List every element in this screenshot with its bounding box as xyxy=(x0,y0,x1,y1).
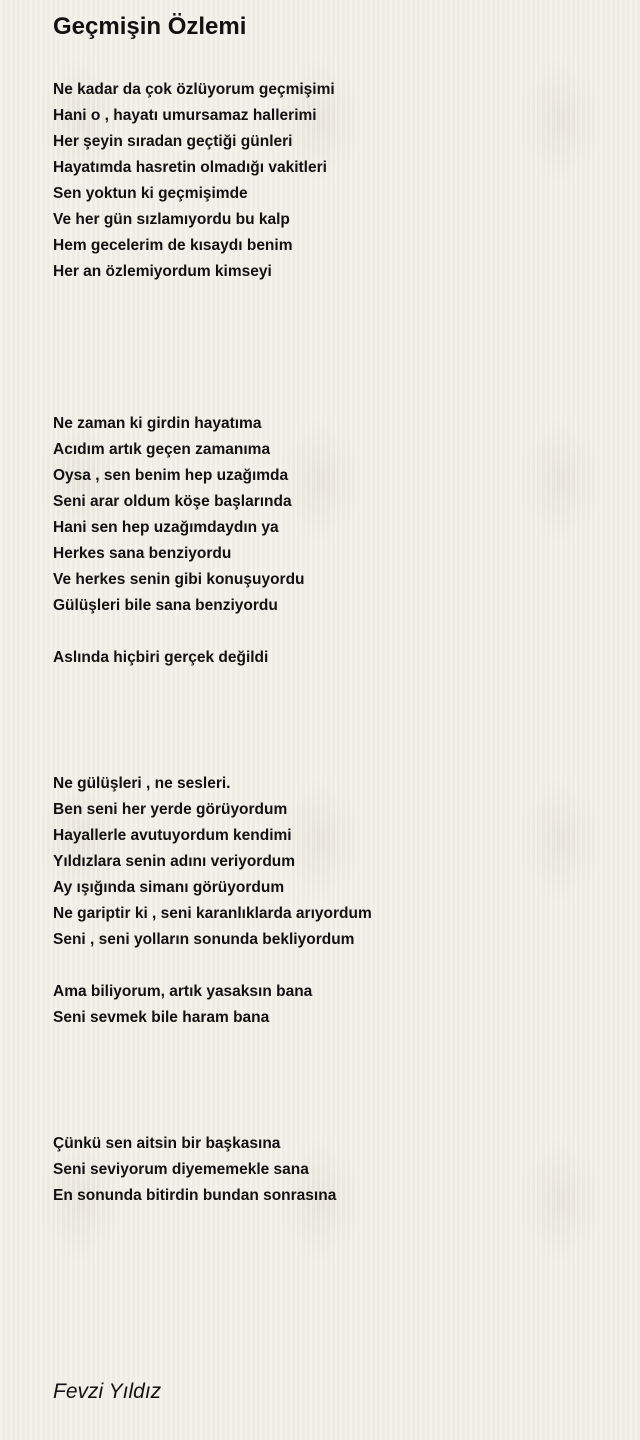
poem-line: Aslında hiçbiri gerçek değildi xyxy=(53,649,269,666)
poem-line: Ne gülüşleri , ne sesleri. xyxy=(53,775,231,792)
poem-line: En sonunda bitirdin bundan sonrasına xyxy=(53,1187,337,1204)
poem-line: Sen yoktun ki geçmişimde xyxy=(53,185,248,202)
poem-line: Yıldızlara senin adını veriyordum xyxy=(53,853,296,870)
poem-line: Her an özlemiyordum kimseyi xyxy=(53,263,272,280)
poem-line: Oysa , sen benim hep uzağımda xyxy=(53,467,289,484)
poem-line: Seni arar oldum köşe başlarında xyxy=(53,493,292,510)
poem-line: Hayallerle avutuyordum kendimi xyxy=(53,827,292,844)
stanza-5 xyxy=(53,979,312,1031)
stanza-2 xyxy=(53,411,305,619)
stanza-6 xyxy=(53,1131,336,1209)
poem-line: Gülüşleri bile sana benziyordu xyxy=(53,597,278,614)
poem-line: Seni seviyorum diyememekle sana xyxy=(53,1161,309,1178)
poem-line: Ne zaman ki girdin hayatıma xyxy=(53,415,262,432)
poem-line: Her şeyin sıradan geçtiği günleri xyxy=(53,133,293,150)
poem-line: Hani o , hayatı umursamaz hallerimi xyxy=(53,107,317,124)
poem-line: Çünkü sen aitsin bir başkasına xyxy=(53,1135,281,1152)
poem-line: Ama biliyorum, artık yasaksın bana xyxy=(53,983,313,1000)
poem-line: Hem gecelerim de kısaydı benim xyxy=(53,237,293,254)
poem-line: Seni , seni yolların sonunda bekliyordum xyxy=(53,931,355,948)
poem-title: Geçmişin Özlemi xyxy=(53,13,247,40)
poem-line: Ne gariptir ki , seni karanlıklarda arıyordum xyxy=(53,905,372,922)
poem-line: Ay ışığında simanı görüyordum xyxy=(53,879,285,896)
stanza-1 xyxy=(53,77,335,285)
stanza-4 xyxy=(53,771,372,953)
poem-line: Herkes sana benziyordu xyxy=(53,545,232,562)
poem-line: Hayatımda hasretin olmadığı vakitleri xyxy=(53,159,327,176)
poem-line: Ben seni her yerde görüyordum xyxy=(53,801,288,818)
poem-line: Ve her gün sızlamıyordu bu kalp xyxy=(53,211,290,228)
poem-line: Hani sen hep uzağımdaydın ya xyxy=(53,519,279,536)
poem-line: Ne kadar da çok özlüyorum geçmişimi xyxy=(53,81,335,98)
stanza-3 xyxy=(53,645,268,671)
poem-line: Acıdım artık geçen zamanıma xyxy=(53,441,271,458)
poem-line: Seni sevmek bile haram bana xyxy=(53,1009,270,1026)
author-name: Fevzi Yıldız xyxy=(53,1380,162,1403)
poem-line: Ve herkes senin gibi konuşuyordu xyxy=(53,571,305,588)
